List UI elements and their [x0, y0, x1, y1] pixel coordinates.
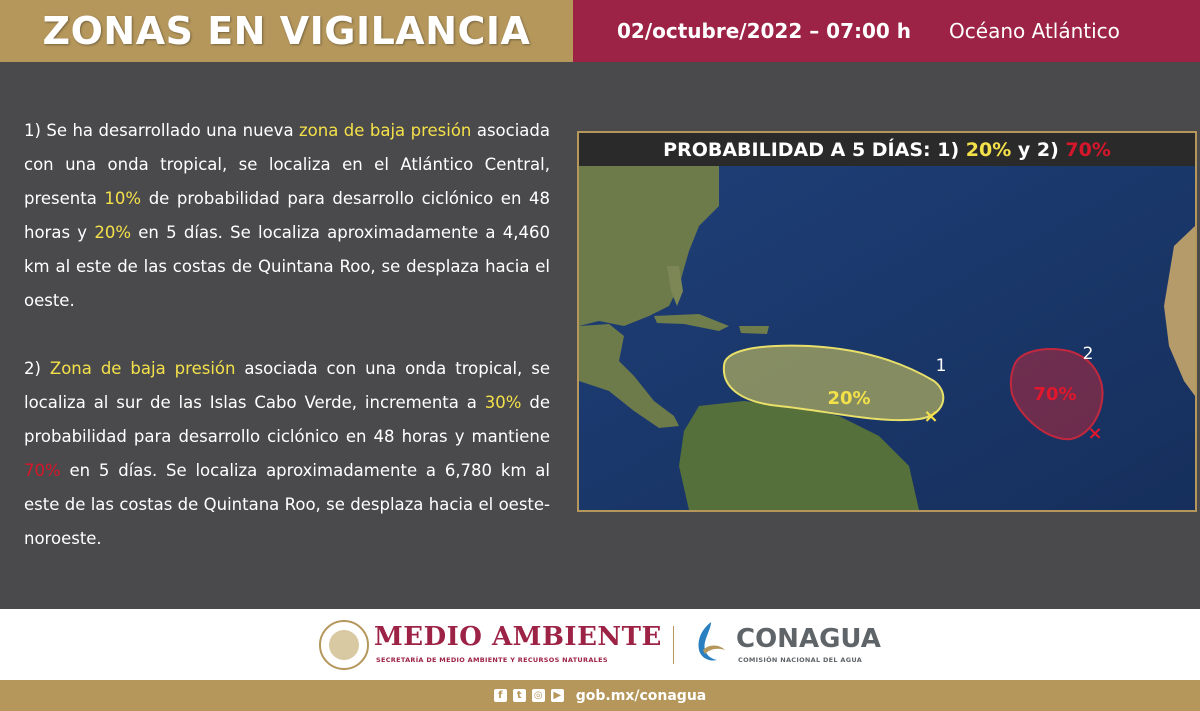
bulletin-date: 02/octubre/2022 – 07:00 h [617, 19, 912, 43]
social-bar [0, 680, 1200, 711]
text-segment: de probabilidad para desarrollo ciclónico en 48 horas y mantiene [24, 393, 550, 446]
description-text [24, 114, 550, 590]
zone-1-description [24, 114, 550, 318]
header [0, 0, 1200, 62]
zone-1-marker: × [923, 406, 939, 427]
ocean-name: Océano Atlántico [949, 19, 1120, 43]
facebook-icon[interactable]: f [494, 689, 507, 702]
date-box [573, 0, 1200, 62]
zone-1-percent: 20% [827, 388, 871, 409]
zone-2-marker: × [1087, 423, 1103, 444]
logo-divider [673, 626, 674, 664]
conagua-subtitle: COMISIÓN NACIONAL DEL AGUA [738, 656, 863, 664]
text-segment: en 5 días. Se localiza aproximadamente a 4,460 km al este de las costas de Quintana Roo, se desplaza hacia el oeste. [24, 223, 550, 310]
text-segment: 20% [94, 223, 132, 242]
hispaniola [739, 326, 769, 334]
youtube-icon[interactable]: ▶ [551, 689, 564, 702]
medio-ambiente-subtitle: SECRETARÍA DE MEDIO AMBIENTE Y RECURSOS NATURALES [376, 656, 608, 664]
text-segment: 30% [484, 393, 522, 412]
conagua-logo-icon [693, 620, 729, 664]
text-segment: Zona de baja presión [49, 359, 236, 378]
text-segment: 1) Se ha desarrollado una nueva [24, 121, 300, 140]
banner-zone1-pct: 20% [965, 138, 1012, 161]
conagua-title: CONAGUA [736, 624, 881, 654]
zone-2-label: 2 [1082, 344, 1094, 364]
medio-ambiente-title: MEDIO AMBIENTE [374, 622, 662, 652]
zone-2-percent: 70% [1033, 384, 1077, 405]
banner-prefix: PROBABILIDAD A 5 DÍAS: 1) [663, 138, 966, 161]
text-segment: asociada con una onda tropical, se localiza al sur de las Islas Cabo Verde, incrementa a [24, 359, 551, 412]
text-segment: zona de baja presión [299, 121, 472, 140]
text-segment: 10% [104, 189, 142, 208]
text-segment: de probabilidad para desarrollo ciclónico en 48 horas y [24, 189, 550, 242]
text-segment: en 5 días. Se localiza aproximadamente a 6,780 km al este de las costas de Quintana Roo, se desplaza hacia el oeste-noroeste. [24, 461, 550, 548]
zone-1-label: 1 [935, 356, 947, 376]
government-seal-icon [319, 620, 369, 670]
probability-map [577, 131, 1197, 512]
text-segment: asociada con una onda tropical, se localiza en el Atlántico Central, presenta [24, 121, 550, 208]
title-box [0, 0, 573, 62]
banner-zone2-pct: 70% [1065, 138, 1111, 161]
twitter-icon[interactable]: t [513, 689, 526, 702]
text-segment: 70% [24, 461, 61, 480]
instagram-icon[interactable]: ◎ [532, 689, 545, 702]
page-title: ZONAS EN VIGILANCIA [42, 9, 531, 53]
zone-2-description [24, 352, 550, 556]
map-graphic [579, 166, 1195, 510]
map-banner [579, 133, 1195, 166]
text-segment: 2) [24, 359, 50, 378]
banner-mid: y 2) [1011, 138, 1066, 161]
website-link[interactable]: gob.mx/conagua [575, 687, 707, 704]
